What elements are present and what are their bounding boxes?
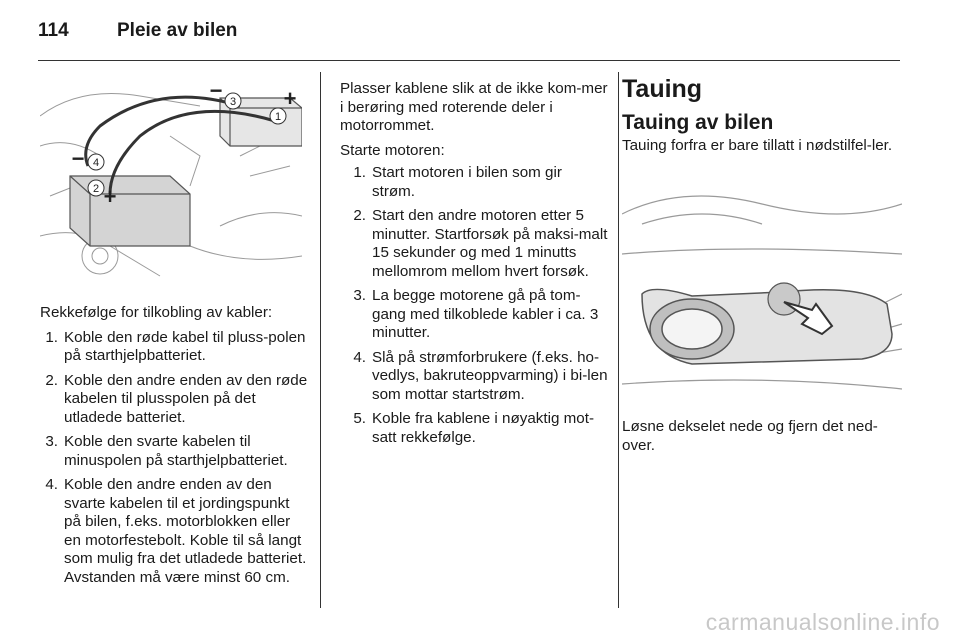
towing-front-note: Tauing forfra er bare tillatt i nødstilfel-ler. bbox=[622, 137, 893, 154]
page-number: 114 bbox=[38, 20, 69, 41]
jump-start-illustration bbox=[40, 76, 302, 288]
section-title: Tauing bbox=[622, 75, 703, 103]
tow-cover-illustration bbox=[622, 184, 902, 398]
tow-cover-instruction: Løsne dekselet nede og fjern det ned-over. bbox=[622, 418, 878, 454]
list-item: 1. Start motoren i bilen som gir strøm. bbox=[353, 164, 562, 200]
subsection-title: Tauing av bilen bbox=[622, 111, 774, 134]
list-item: 1. Koble den røde kabel til pluss-polen på starthjelpbatteriet. bbox=[45, 328, 306, 364]
list-item: 2. Koble den andre enden av den røde kabelen til plusspolen på det utladede batteriet. bbox=[45, 371, 308, 426]
column-divider-1 bbox=[320, 72, 321, 608]
plus-sign-charger: + bbox=[283, 86, 297, 111]
list-item: 3. Koble den svarte kabelen til minuspolen på starthjelpbatteriet. bbox=[45, 433, 288, 469]
start-steps-list bbox=[340, 164, 608, 447]
minus-sign-charger: − bbox=[209, 78, 223, 103]
list-item: 4. Slå på strømforbrukere (f.eks. ho-vedlys, bakruteoppvarming) i bi-len som mottar startstrøm. bbox=[353, 348, 608, 403]
plus-sign-discharged: + bbox=[103, 184, 117, 209]
list-item: 5. Koble fra kablene i nøyaktig mot-satt rekkefølge. bbox=[353, 410, 595, 446]
list-item: 4. Koble den andre enden av den svarte kabelen til et jordingspunkt på bilen, f.eks. motorblokken eller en motorfestebolt. Koble til så langt som mulig fra det utladede batteriet. Avstanden må være minst 60 cm. bbox=[45, 476, 307, 586]
label-3: 3 bbox=[229, 96, 237, 108]
column-divider-2 bbox=[618, 72, 619, 608]
label-1: 1 bbox=[274, 111, 282, 123]
page-title: Pleie av bilen bbox=[117, 20, 238, 41]
label-2: 2 bbox=[92, 183, 100, 195]
minus-sign-discharged: − bbox=[71, 146, 85, 171]
list-item: 3. La begge motorene gå på tom-gang med tilkoblede kabler i ca. 3 minutter. bbox=[353, 287, 599, 341]
watermark: carmanualsonline.info bbox=[705, 609, 940, 635]
cable-placement-note: Plasser kablene slik at de ikke kom-mer i berøring med roterende deler i motorrommet. bbox=[340, 80, 608, 134]
list-item: 2. Start den andre motoren etter 5 minutter. Startforsøk på maksi-malt 15 sekunder og med 1 minutts mellomrom mellom hvert forsøk. bbox=[353, 207, 608, 280]
start-engine-label: Starte motoren: bbox=[340, 141, 445, 159]
label-4: 4 bbox=[92, 157, 100, 169]
connection-order-intro: Rekkefølge for tilkobling av kabler: bbox=[40, 304, 273, 321]
header-rule bbox=[38, 60, 900, 61]
column-3 bbox=[622, 74, 907, 156]
connection-steps-list bbox=[40, 329, 308, 588]
column-1 bbox=[40, 304, 308, 587]
column-2 bbox=[340, 80, 608, 447]
